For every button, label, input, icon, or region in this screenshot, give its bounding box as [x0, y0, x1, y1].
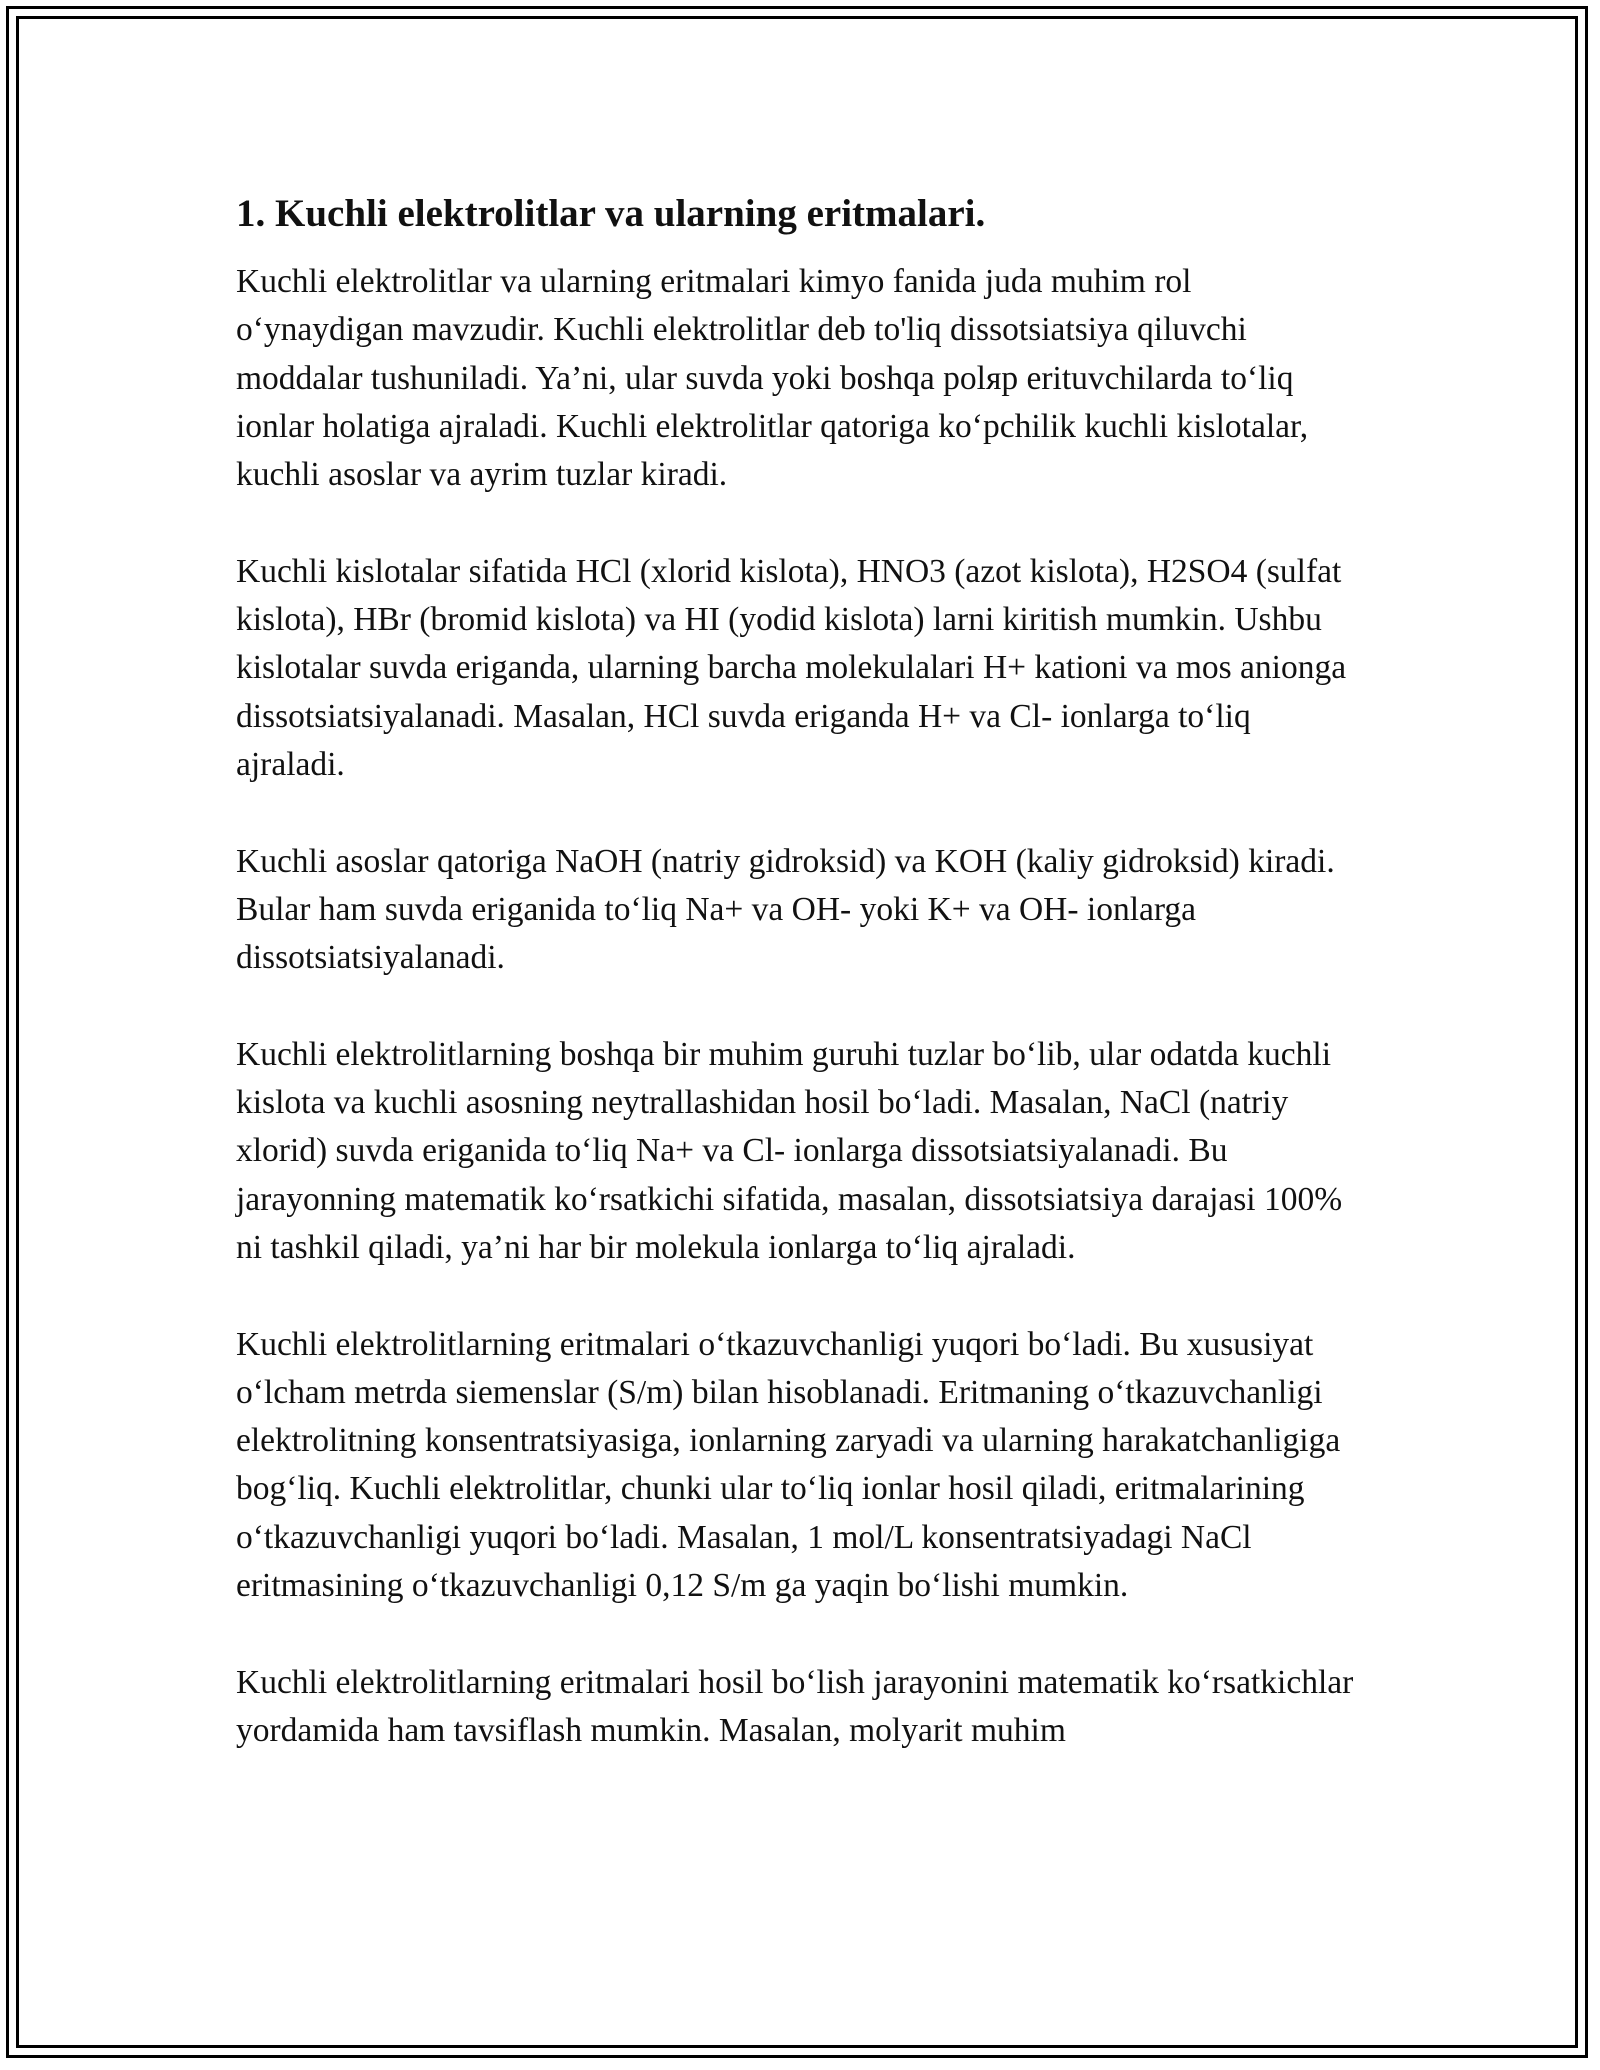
paragraph-intro: Kuchli elektrolitlar va ularning eritmalari kimyo fanida juda muhim rol o‘ynaydigan mavzudir. Kuchli elektrolitlar deb to'liq dissotsiatsiya qiluvchi moddalar tushuniladi. Ya’ni, ular suvda yoki boshqa polяр erituvchilarda to‘liq ionlar holatiga ajraladi. Kuchli elektrolitlar qatoriga ko‘pchilik kuchli kislotalar, kuchli asoslar va ayrim tuzlar kiradi.	[236, 263, 1309, 494]
paragraph-strong-bases: Kuchli asoslar qatoriga NaOH (natriy gidroksid) va KOH (kaliy gidroksid) kiradi. Bular ham suvda eriganida to‘liq Na+ va OH- yoki K+ va OH- ionlarga dissotsiatsiyalanadi.	[236, 842, 1335, 977]
paragraph-molarity: Kuchli elektrolitlarning eritmalari hosil bo‘lish jarayonini matematik ko‘rsatkichlar yordamida ham tavsiflash mumkin. Masalan, molyarit muhim	[236, 1663, 1354, 1749]
document-body	[236, 186, 1366, 1804]
section-heading: 1. Kuchli elektrolitlar va ularning eritmalari.	[236, 192, 986, 235]
paragraph-salts: Kuchli elektrolitlarning boshqa bir muhim guruhi tuzlar bo‘lib, ular odatda kuchli kislota va kuchli asosning neytrallashidan hosil bo‘ladi. Masalan, NaCl (natriy xlorid) suvda eriganida to‘liq Na+ va Cl- ionlarga dissotsiatsiyalanadi. Bu jarayonning matematik ko‘rsatkichi sifatida, masalan, dissotsiatsiya darajasi 100% ni tashkil qiladi, ya’ni har bir molekula ionlarga to‘liq ajraladi.	[236, 1035, 1343, 1266]
paragraph-conductivity: Kuchli elektrolitlarning eritmalari o‘tkazuvchanligi yuqori bo‘ladi. Bu xususiyat o‘lcham metrda siemenslar (S/m) bilan hisoblanadi. Eritmaning o‘tkazuvchanligi elektrolitning konsentratsiyasiga, ionlarning zaryadi va ularning harakatchanligiga bog‘liq. Kuchli elektrolitlar, chunki ular to‘liq ionlar hosil qiladi, eritmalarining o‘tkazuvchanligi yuqori bo‘ladi. Masalan, 1 mol/L konsentratsiyadagi NaCl eritmasining o‘tkazuvchanligi 0,12 S/m ga yaqin bo‘lishi mumkin.	[236, 1325, 1341, 1605]
paragraph-strong-acids: Kuchli kislotalar sifatida HCl (xlorid kislota), HNO3 (azot kislota), H2SO4 (sulfat kislota), HBr (bromid kislota) va HI (yodid kislota) larni kiritish mumkin. Ushbu kislotalar suvda eriganda, ularning barcha molekulalari H+ kationi va mos anionga dissotsiatsiyalanadi. Masalan, HCl suvda eriganda H+ va Cl- ionlarga to‘liq ajraladi.	[236, 552, 1347, 783]
